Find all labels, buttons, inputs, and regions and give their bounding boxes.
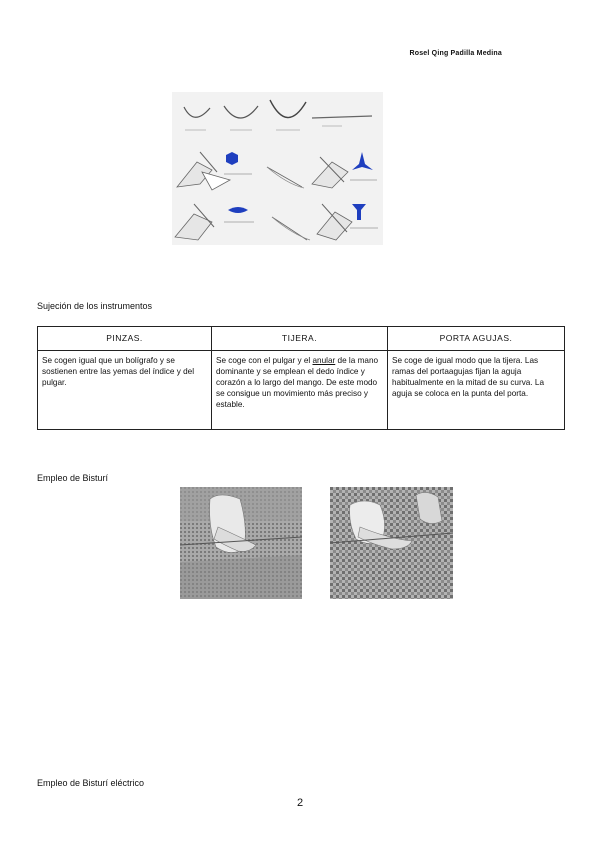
scalpel-grip-photo-1 [180, 487, 302, 599]
cell-pinzas: Se cogen igual que un bolígrafo y se sostienen entre las yemas del índice y del pulgar. [38, 351, 212, 430]
needle-types-illustration [172, 92, 383, 245]
table-row [38, 351, 565, 430]
tijera-text-before: Se coge con el pulgar y el [216, 356, 313, 365]
author-name: Rosel Qing Padilla Medina [409, 50, 502, 57]
section-title-bisturi-electrico: Empleo de Bisturí eléctrico [37, 778, 145, 788]
header-pinzas: PINZAS. [38, 327, 212, 351]
section-title-sujecion: Sujeción de los instrumentos [37, 301, 153, 311]
table-header-row [38, 327, 565, 351]
tijera-underlined-word: anular [312, 356, 336, 365]
header-porta-agujas: PORTA AGUJAS. [388, 327, 565, 351]
cell-porta-agujas: Se coge de igual modo que la tijera. Las ramas del portaagujas fijan la aguja habitualmente en la mitad de su curva. La aguja se coloca en la punta del porta. [388, 351, 565, 430]
instruments-table [37, 326, 564, 430]
tijera-text-after: de la mano dominante y se emplean el dedo índice y corazón a lo largo del mango. De este modo se consigue un movimiento más preciso y estable. [216, 356, 379, 409]
cell-tijera [212, 351, 388, 430]
needle-types-figure [172, 92, 383, 245]
section-title-bisturi: Empleo de Bisturí [37, 473, 109, 483]
scalpel-grip-photo-2 [330, 487, 453, 599]
page-number: 2 [296, 797, 304, 809]
header-tijera: TIJERA. [212, 327, 388, 351]
